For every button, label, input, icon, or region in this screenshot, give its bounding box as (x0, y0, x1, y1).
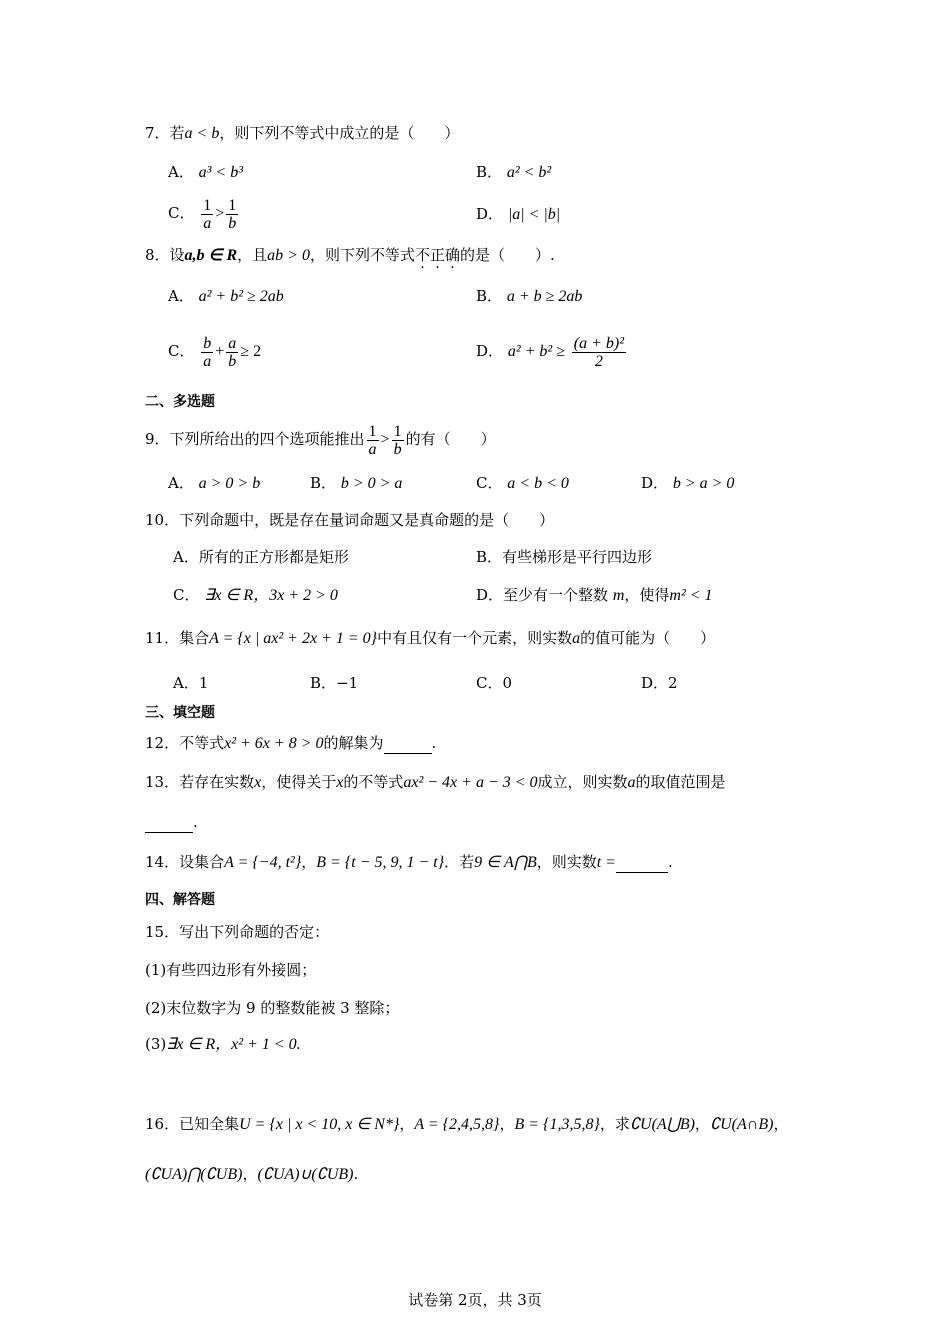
q9-option-d: D． b > a > 0 (641, 474, 735, 492)
q15-part-2: (2)末位数字为 9 的整数能被 3 整除； (145, 999, 400, 1017)
q15-part-1: (1)有些四边形有外接圆； (145, 961, 317, 979)
q13-answer-line: . (145, 812, 198, 833)
q8-option-c: C． $\frac{b}{a}$ + $\frac{a}{b}$ ≥ 2 (168, 334, 262, 370)
q13-stem: 13．若存在实数x，使得关于x的不等式ax² − 4x + a − 3 < 0成立，则实数a的取值范围是 (145, 773, 726, 791)
q15-stem: 15．写出下列命题的否定： (145, 923, 330, 941)
q9-option-b: B． b > 0 > a (310, 474, 403, 492)
q11-option-b: B．−1 (310, 674, 359, 692)
q11-stem: 11．集合A = {x | ax² + 2x + 1 = 0}中有且仅有一个元素，则实数a的值可能为（ ） (145, 629, 716, 647)
q16-continuation: (∁UA)⋂(∁UB)，(∁UA)∪(∁UB). (145, 1165, 359, 1183)
q11-option-d: D．2 (641, 674, 678, 692)
q10-stem: 10．下列命题中，既是存在量词命题又是真命题的是（ ） (145, 511, 555, 529)
q7-stem: 7．若a < b，则下列不等式中成立的是（ ） (145, 124, 460, 142)
section-heading-answer: 四、解答题 (145, 892, 215, 908)
q14-answer-blank[interactable] (616, 852, 668, 873)
q10-option-c: C． ∃x ∈ R，3x + 2 > 0 (173, 586, 338, 604)
q7-option-a: A． a³ < b³ (168, 163, 244, 181)
q8-option-a: A． a² + b² ≥ 2ab (168, 287, 284, 305)
q9-option-a: A． a > 0 > b (168, 474, 261, 492)
q15-part-3: (3)∃x ∈ R，x² + 1 < 0. (145, 1035, 301, 1053)
section-heading-multiple-choice: 二、多选题 (145, 394, 215, 410)
q8-stem: 8．设a,b ∈ R，且ab > 0，则下列不等式不正确的是（ ）. (145, 246, 555, 264)
q11-option-a: A．1 (173, 674, 209, 692)
q11-option-c: C．0 (476, 674, 513, 692)
q10-option-d: D．至少有一个整数 m，使得m² < 1 (476, 586, 713, 604)
q7-option-d: D． |a| < |b| (476, 205, 561, 223)
q8-option-b: B． a + b ≥ 2ab (476, 287, 583, 305)
q14-stem: 14．设集合A = {−4, t²}，B = {t − 5, 9, 1 − t}．若9 ∈ A⋂B，则实数t = . (145, 853, 673, 871)
q16-stem: 16．已知全集U = {x | x < 10, x ∈ N*}，A = {2,4,5,8}，B = {1,3,5,8}，求∁U(A⋃B)，∁U(A∩B)， (145, 1115, 789, 1133)
q8-option-d: D． a² + b² ≥ $\frac{\text{(a + b)²}}{2}$ (476, 334, 625, 370)
q7-option-c: C． $\frac{1}{a}$ > $\frac{1}{b}$ (168, 196, 237, 232)
page-footer: 试卷第 2页，共 3页 (408, 1291, 542, 1309)
q10-option-a: A．所有的正方形都是矩形 (173, 548, 349, 566)
q13-answer-blank[interactable] (145, 812, 193, 833)
section-heading-fill-in: 三、填空题 (145, 705, 215, 721)
q12-stem: 12．不等式x² + 6x + 8 > 0的解集为 . (145, 734, 437, 752)
q10-option-b: B．有些梯形是平行四边形 (476, 548, 653, 566)
q12-answer-blank[interactable] (384, 733, 432, 754)
q9-stem: 9．下列所给出的四个选项能推出 $\frac{1}{a}$ > $\frac{1}{b}$ 的有（ ） (145, 422, 496, 458)
q7-option-b: B． a² < b² (476, 163, 552, 181)
q9-option-c: C． a < b < 0 (476, 474, 569, 492)
